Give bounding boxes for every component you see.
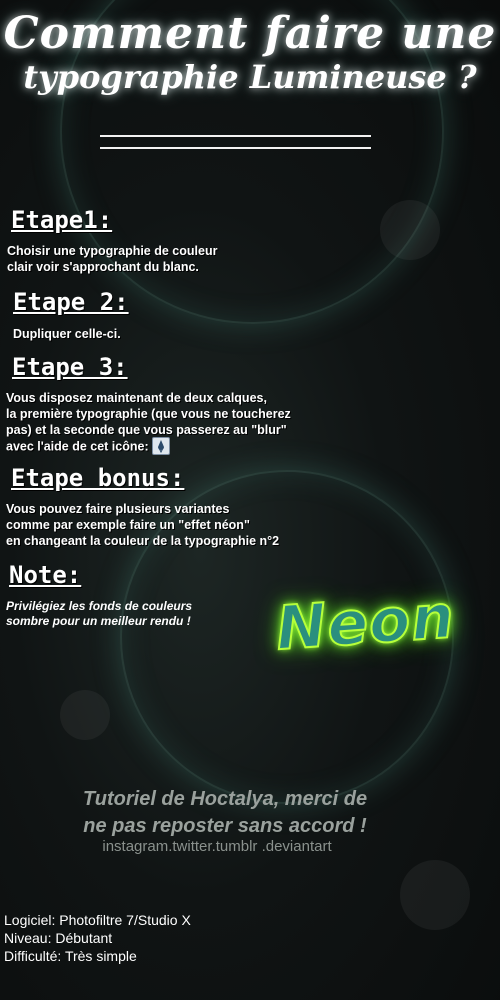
note-text: Privilégiez les fonds de couleurs sombre pour un meilleur rendu ! [6,599,193,628]
bonus-step-text: Vous pouvez faire plusieurs variantes comme par exemple faire un "effet néon" en changeant la couleur de la typographie n°2 [6,502,280,548]
bokeh-light [60,690,110,740]
difficulty-info: Difficulté: Très simple [4,948,137,964]
credit-line1: Tutoriel de Hoctalya, merci de [82,788,368,810]
bonus-step-heading: Etape bonus: [11,464,185,492]
neon-example-text: Neon [273,581,458,665]
divider-line [100,147,371,149]
social-links: instagram.twitter.tumblr .deviantart [102,838,332,855]
page-title-line2: typographie Lumineuse ? [23,58,477,96]
software-info: Logiciel: Photofiltre 7/Studio X [4,912,191,928]
blur-drop-icon [152,437,170,455]
level-info: Niveau: Débutant [4,930,113,946]
step3-heading: Etape 3: [12,353,128,381]
step1-heading: Etape1: [11,206,113,234]
step1-text: Choisir une typographie de couleur clair voir s'approchant du blanc. [7,244,218,274]
step2-text: Dupliquer celle-ci. [13,327,121,341]
credit-line2: ne pas reposter sans accord ! [83,815,367,837]
divider-line [100,135,371,137]
step3-text: Vous disposez maintenant de deux calques, la première typographie (que vous ne toucherez pas) et la seconde que vous passerez au "blur" avec l'aide de cet icône: [6,391,291,454]
bokeh-light [400,860,470,930]
bokeh-light [380,200,440,260]
note-heading: Note: [9,561,82,589]
step2-heading: Etape 2: [13,288,129,316]
page-title-line1: Comment faire une [3,8,497,59]
